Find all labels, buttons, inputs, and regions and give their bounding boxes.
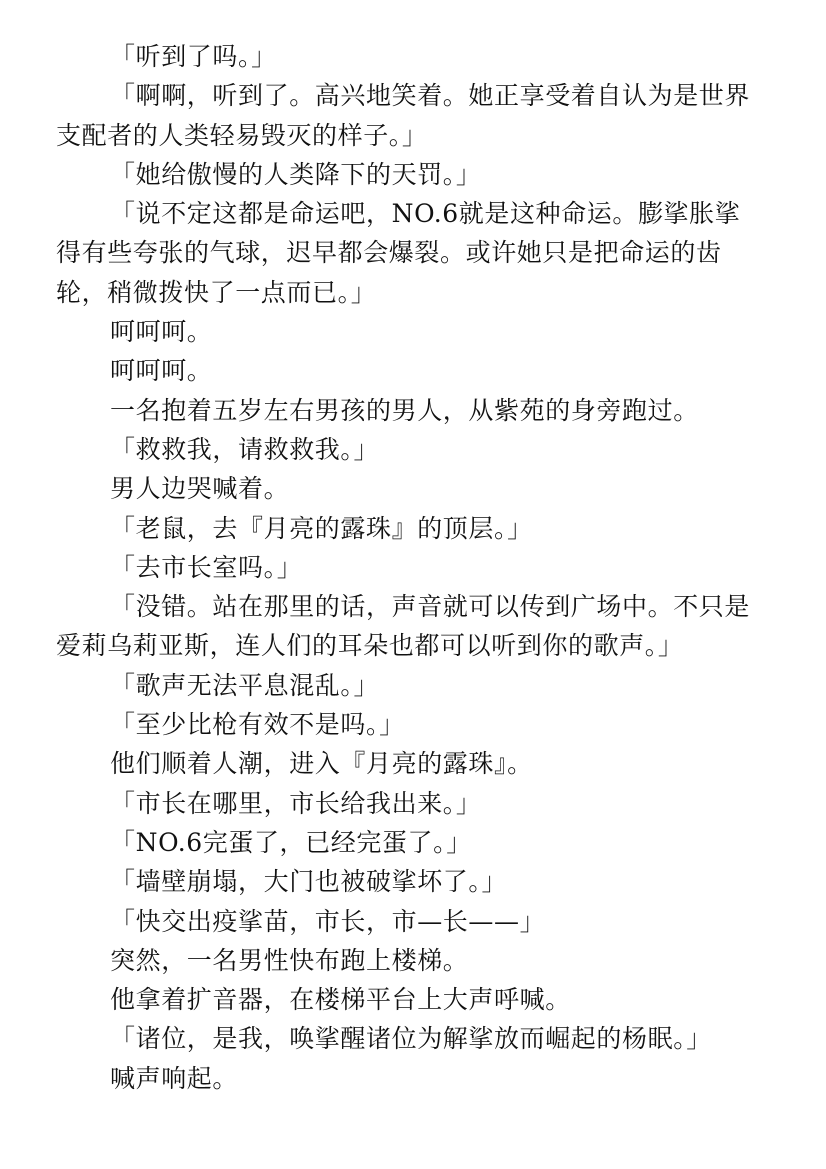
paragraph: 男人边哭喊着。 (110, 474, 290, 504)
paragraph: 「快交出疫挲苗，市长，市—长——」 (110, 906, 546, 936)
paragraph: 他拿着扩音器，在楼梯平台上大声呼喊。 (110, 985, 571, 1015)
paragraph: 「去市长室吗。」 (110, 552, 303, 582)
paragraph: 喊声响起。 (110, 1063, 239, 1093)
paragraph: 「没错。站在那里的话，声音就可以传到广场中。不只是爱莉乌莉亚斯，连人们的耳朵也都可以听到你的歌声。」 (56, 592, 751, 661)
paragraph: 「市长在哪里，市长给我出来。」 (110, 788, 482, 818)
paragraph: 「老鼠，去『月亮的露珠』的顶层。」 (110, 513, 533, 543)
paragraph: 「听到了吗。」 (110, 42, 277, 71)
paragraph: 突然，一名男性快布跑上楼梯。 (110, 945, 469, 975)
paragraph: 一名抱着五岁左右男孩的男人，从紫苑的身旁跑过。 (110, 395, 699, 425)
paragraph: 「NO.6完蛋了，已经完蛋了。」 (110, 827, 472, 857)
paragraph: 「至少比枪有效不是吗。」 (110, 710, 405, 740)
paragraph: 「说不定这都是命运吧，NO.6就是这种命运。膨​挲胀​挲得有些夸张的气球，迟早都会爆裂。或许她只是把命运的齿轮，稍微拨快了一点而已。」 (56, 199, 741, 307)
paragraph: 「诸位，是我，唤挲醒诸位为解挲放而崛起的杨眠。」 (110, 1024, 712, 1054)
paragraph: 「墙壁崩塌，大门也被破挲坏了。」 (110, 867, 508, 897)
paragraph: 「啊啊，听到了。高兴地笑着。她正享受着自认为是世界支配者的人类轻易毁灭的样子。」 (56, 81, 751, 150)
document-page (56, 37, 756, 1098)
paragraph: 呵呵呵。 (110, 317, 213, 347)
paragraph: 「她给傲慢的人类降下的天罚。」 (110, 159, 482, 189)
paragraph: 呵呵呵。 (110, 356, 213, 386)
paragraph: 「歌声无法平息混乱。」 (110, 670, 380, 700)
paragraph: 「救救我，请救救我。」 (110, 434, 380, 464)
paragraph: 他们顺着人潮，进入『月亮的露珠』。 (110, 749, 533, 779)
